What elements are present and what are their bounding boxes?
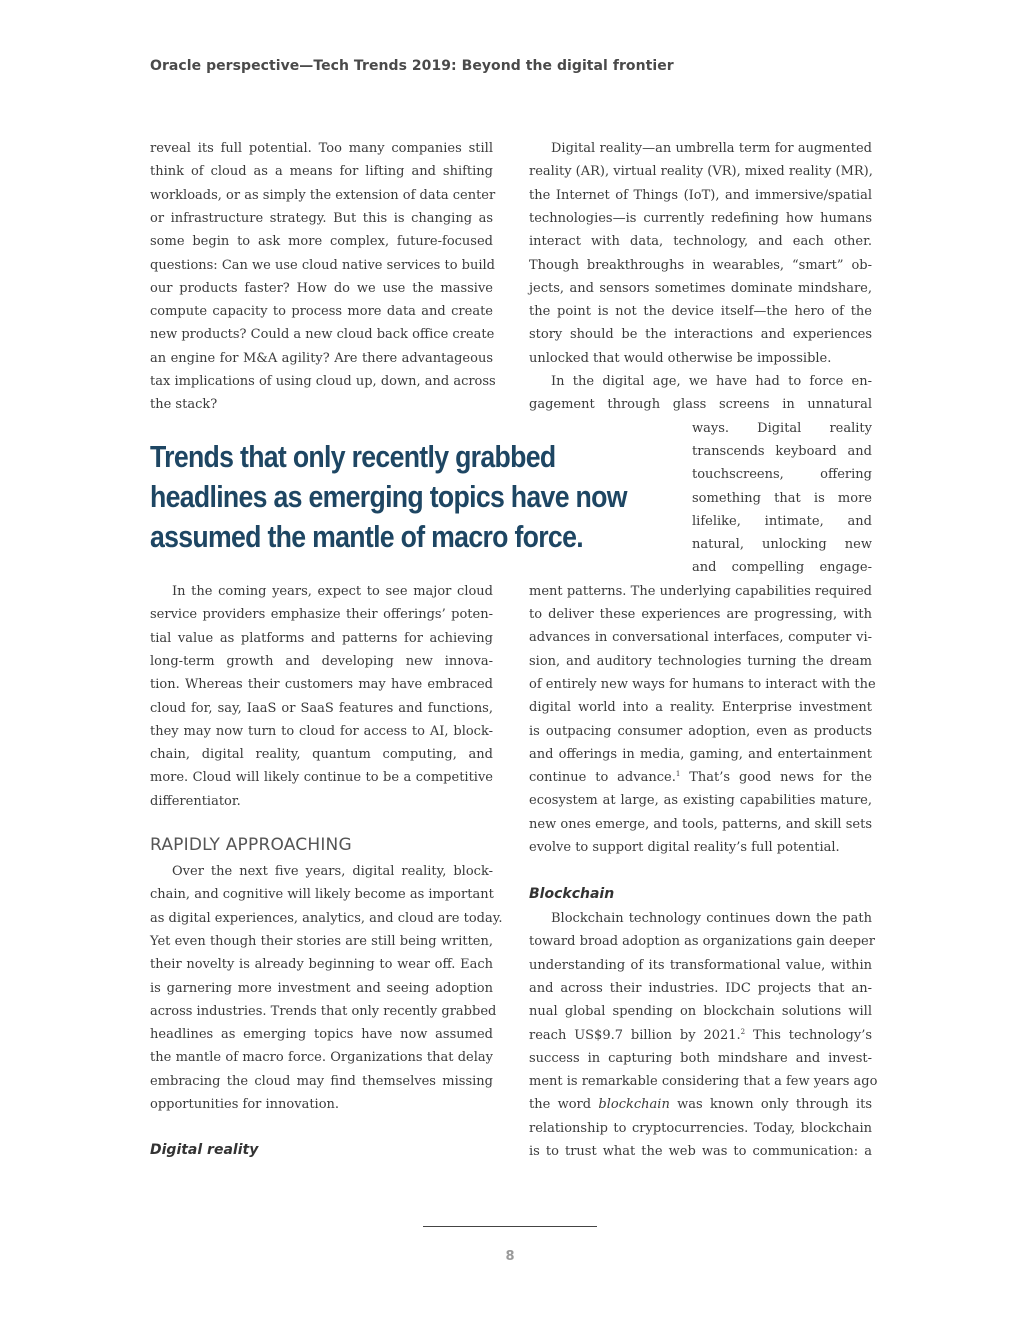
text-line: ment is remarkable considering that a few years ago bbox=[529, 1074, 878, 1090]
text-line: Yet even though their stories are still being written, bbox=[150, 933, 493, 949]
text-line: cloud for, say, IaaS or SaaS features and functions, bbox=[150, 700, 493, 716]
text-line: sion, and auditory technologies turning the dream bbox=[529, 653, 872, 669]
text-line: something that is more bbox=[692, 490, 872, 506]
footer-divider bbox=[423, 1226, 597, 1227]
subheading-blockchain: Blockchain bbox=[529, 886, 615, 902]
text-line: gagement through glass screens in unnatural bbox=[529, 397, 872, 413]
text-line: technologies—is currently redefining how humans bbox=[529, 210, 872, 226]
pull-quote-line: assumed the mantle of macro force. bbox=[150, 519, 583, 554]
text-line: reveal its full potential. Too many companies still bbox=[150, 141, 493, 156]
text-line: the point is not the device itself—the hero of the bbox=[529, 304, 872, 320]
text-line: their novelty is already beginning to wear off. Each bbox=[150, 957, 493, 973]
text-line: opportunities for innovation. bbox=[150, 1097, 340, 1112]
subheading-digital-reality: Digital reality bbox=[150, 1142, 259, 1158]
text-line: relationship to cryptocurrencies. Today, blockchain bbox=[529, 1120, 872, 1136]
text-line: to deliver these experiences are progressing, with bbox=[529, 607, 872, 622]
text-line: new products? Could a new cloud back office create bbox=[150, 327, 495, 343]
text-segment: continue to advance. bbox=[529, 770, 676, 786]
text-line: the mantle of macro force. Organizations that delay bbox=[150, 1050, 493, 1066]
pull-quote bbox=[150, 437, 627, 557]
text-line: transcends keyboard and bbox=[692, 443, 872, 459]
text-line: natural, unlocking new bbox=[692, 537, 872, 553]
text-line: think of cloud as a means for lifting and shifting bbox=[150, 164, 493, 180]
text-segment: That’s good news for the bbox=[680, 770, 872, 786]
pull-quote-line: headlines as emerging topics have now bbox=[150, 479, 627, 514]
text-line: success in capturing both mindshare and invest- bbox=[529, 1050, 872, 1066]
text-line: is to trust what the web was to communication: a bbox=[529, 1144, 872, 1159]
text-line: In the coming years, expect to see major cloud bbox=[172, 584, 493, 599]
text-line: more. Cloud will likely continue to be a competitive bbox=[150, 770, 493, 786]
text-line-with-footnote bbox=[529, 1024, 872, 1047]
text-line: lifelike, intimate, and bbox=[692, 513, 872, 529]
text-line-with-footnote bbox=[529, 766, 872, 789]
text-line: and compelling engage- bbox=[692, 560, 872, 576]
text-line: of entirely new ways for humans to interact with the bbox=[529, 676, 876, 692]
section-heading: RAPIDLY APPROACHING bbox=[150, 835, 352, 855]
text-line: tion. Whereas their customers may have embraced bbox=[150, 677, 493, 693]
text-line: chain, and cognitive will likely become as important bbox=[150, 887, 494, 903]
text-line: embracing the cloud may find themselves missing bbox=[150, 1073, 493, 1089]
text-line: chain, digital reality, quantum computing, and bbox=[150, 747, 493, 763]
text-line: interact with data, technology, and each other. bbox=[529, 234, 872, 250]
text-line-with-italic bbox=[529, 1093, 872, 1116]
text-line: an engine for M&A agility? Are there advantageous bbox=[150, 350, 493, 366]
text-line: compute capacity to process more data and create bbox=[150, 304, 493, 320]
text-segment: the word bbox=[529, 1097, 599, 1113]
text-segment: This technology’s bbox=[745, 1027, 872, 1043]
text-line: across industries. Trends that only recently grabbed bbox=[150, 1003, 497, 1019]
page-number: 8 bbox=[505, 1249, 515, 1264]
text-line: the stack? bbox=[150, 397, 218, 413]
text-line: Over the next five years, digital reality, block- bbox=[172, 864, 493, 879]
text-line: tax implications of using cloud up, down, and across bbox=[150, 374, 496, 389]
text-segment: was known only through its bbox=[669, 1097, 873, 1113]
text-line: toward broad adoption as organizations gain deeper bbox=[529, 934, 875, 950]
text-line: new ones emerge, and tools, patterns, and skill sets bbox=[529, 816, 872, 832]
running-header-title: Oracle perspective—Tech Trends 2019: Beyond the digital frontier bbox=[150, 58, 674, 74]
text-line: differentiator. bbox=[150, 793, 241, 809]
text-line: they may now turn to cloud for access to AI, block- bbox=[150, 723, 493, 739]
text-line: some begin to ask more complex, future-focused bbox=[150, 234, 493, 250]
text-line: and across their industries. IDC projects that an- bbox=[529, 980, 872, 996]
footnote-marker[interactable]: 2 bbox=[740, 1027, 746, 1036]
text-line: ways. Digital reality bbox=[692, 420, 872, 436]
text-line: or infrastructure strategy. But this is changing as bbox=[150, 210, 493, 226]
text-line: story should be the interactions and experiences bbox=[529, 327, 872, 343]
text-line: long-term growth and developing new innova- bbox=[150, 653, 493, 669]
text-line: jects, and sensors sometimes dominate mindshare, bbox=[529, 280, 872, 296]
text-line: our products faster? How do we use the massive bbox=[150, 280, 493, 296]
text-line: questions: Can we use cloud native services to build bbox=[150, 257, 495, 273]
text-line: tial value as platforms and patterns for achieving bbox=[150, 630, 493, 646]
text-line: advances in conversational interfaces, computer vi- bbox=[529, 630, 872, 646]
text-line: reality (AR), virtual reality (VR), mixed reality (MR), bbox=[529, 164, 873, 180]
text-segment: reach US$9.7 billion by 2021. bbox=[529, 1027, 741, 1043]
text-line: touchscreens, offering bbox=[692, 467, 872, 483]
text-line: and offerings in media, gaming, and entertainment bbox=[529, 746, 872, 762]
italic-term: blockchain bbox=[598, 1097, 670, 1113]
footnote-marker[interactable]: 1 bbox=[675, 770, 681, 779]
text-line: workloads, or as simply the extension of data center bbox=[150, 187, 496, 203]
pull-quote-line: Trends that only recently grabbed bbox=[150, 439, 556, 474]
text-line: as digital experiences, analytics, and cloud are today. bbox=[150, 910, 503, 926]
text-line: is garnering more investment and seeing adoption bbox=[150, 980, 493, 996]
text-line: ment patterns. The underlying capabilities required bbox=[529, 583, 872, 599]
text-line: understanding of its transformational value, within bbox=[529, 957, 872, 973]
text-line: digital world into a reality. Enterprise investment bbox=[529, 700, 872, 716]
text-line: ecosystem at large, as existing capabilities mature, bbox=[529, 793, 872, 809]
text-line: Though breakthroughs in wearables, “smart” ob- bbox=[529, 257, 872, 273]
text-line: the Internet of Things (IoT), and immersive/spatial bbox=[529, 187, 872, 203]
text-line: evolve to support digital reality’s full potential. bbox=[529, 840, 840, 855]
text-line: Blockchain technology continues down the path bbox=[551, 911, 872, 926]
text-line: nual global spending on blockchain solutions will bbox=[529, 1004, 872, 1020]
text-line: service providers emphasize their offerings’ poten- bbox=[150, 607, 493, 623]
text-line: headlines as emerging topics have now assumed bbox=[150, 1027, 493, 1043]
text-line: unlocked that would otherwise be impossible. bbox=[529, 350, 832, 366]
text-line: Digital reality—an umbrella term for augmented bbox=[551, 141, 872, 156]
text-line: In the digital age, we have had to force en- bbox=[551, 374, 872, 389]
text-line: is outpacing consumer adoption, even as products bbox=[529, 723, 872, 739]
